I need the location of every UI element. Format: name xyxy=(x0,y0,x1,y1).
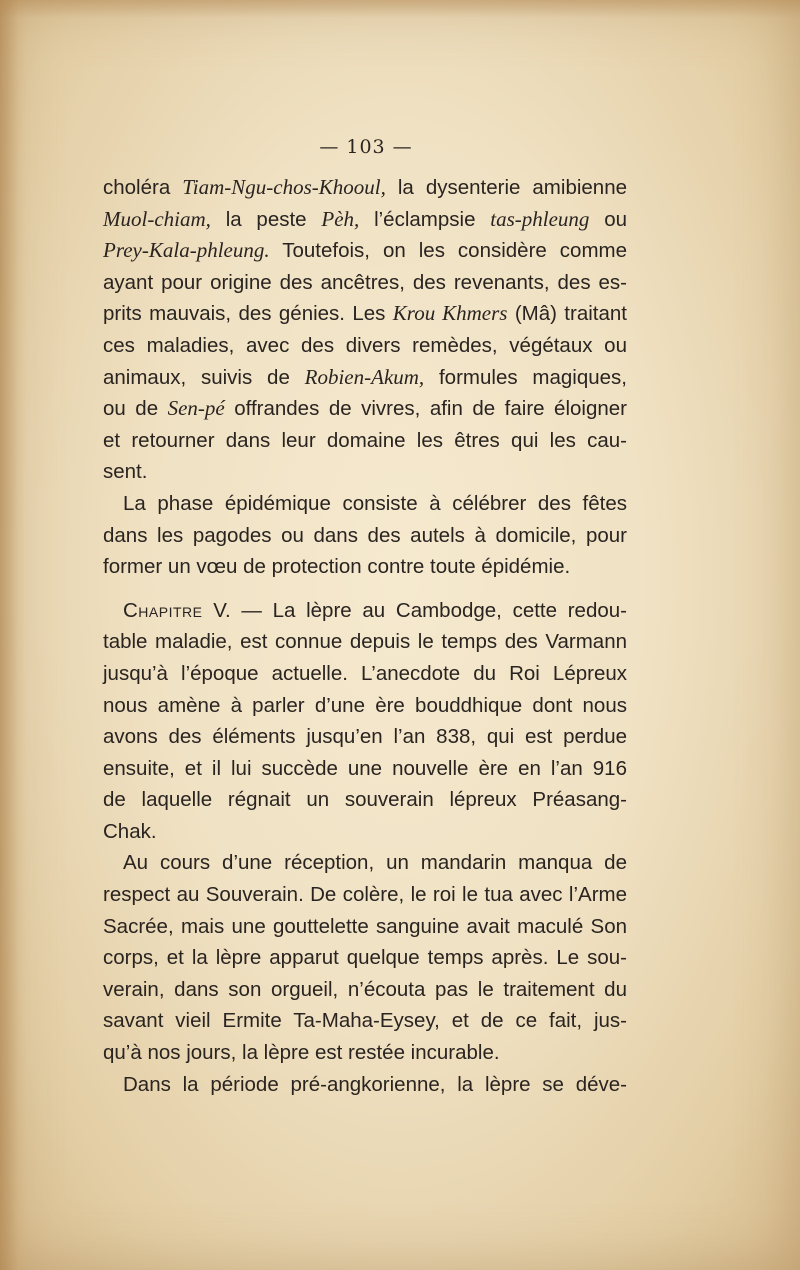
text-line xyxy=(103,658,627,690)
text-run: verain, dans son orgueil, n’écouta pas le traitement du xyxy=(103,977,627,1001)
text-run: Chak. xyxy=(103,819,157,843)
text-line xyxy=(103,172,627,204)
text-line xyxy=(103,1037,627,1069)
text-line xyxy=(103,267,627,299)
text-run: V. — La lèpre au Cambodge, cette redou- xyxy=(202,598,627,622)
text-run: Toutefois, on les considère comme xyxy=(269,239,627,263)
text-line xyxy=(103,974,627,1006)
text-run: Sacrée, mais une gouttelette sanguine avait maculé Son xyxy=(103,914,627,938)
text-line xyxy=(103,298,627,330)
text-line xyxy=(103,816,627,848)
text-run: avons des éléments jusqu’en l’an 838, qui est perdue xyxy=(103,725,627,749)
text-run: choléra xyxy=(103,176,183,199)
text-run: (Mâ) traitant xyxy=(507,302,627,326)
text-line xyxy=(103,721,627,753)
text-run: l’éclampsie xyxy=(359,207,491,231)
text-line xyxy=(103,456,627,488)
text-run: offrandes de vivres, afin de faire éloigner xyxy=(224,397,627,421)
text-run: corps, et la lèpre apparut quelque temps après. Le sou- xyxy=(103,946,627,970)
text-run: animaux, suivis de xyxy=(103,365,305,389)
text-run: ayant pour origine des ancêtres, des revenants, des es- xyxy=(103,270,627,294)
text-run: prits mauvais, des génies. Les xyxy=(103,302,393,326)
text-run: de laquelle régnait un souverain lépreux Préasang- xyxy=(103,788,627,812)
text-line xyxy=(103,235,627,267)
chapter-label: Chapitre xyxy=(123,598,203,622)
text-line xyxy=(103,393,627,425)
text-run: et retourner dans leur domaine les êtres qui les cau- xyxy=(103,428,627,452)
page-number: — 103 — xyxy=(319,136,413,158)
text-line xyxy=(103,520,627,552)
text-run: formules magiques, xyxy=(424,365,627,389)
text-line xyxy=(103,362,627,394)
text-line xyxy=(103,425,627,457)
page-edge-shadow xyxy=(0,0,26,1270)
text-run: sent. xyxy=(103,460,148,484)
text-run: La phase épidémique consiste à célébrer des fêtes xyxy=(123,491,627,515)
paragraph-gap xyxy=(103,583,627,595)
page-top-shadow xyxy=(0,0,800,18)
text-run: jusqu’à l’époque actuelle. L’anecdote du Roi Lépreux xyxy=(103,661,627,685)
text-line xyxy=(103,551,627,583)
text-run: Dans la période pré-angkorienne, la lèpre se déve- xyxy=(123,1072,627,1096)
text-run: ou xyxy=(589,207,627,231)
text-run: respect au Souverain. De colère, le roi le tua avec l’Arme xyxy=(103,883,627,907)
text-run: qu’à nos jours, la lèpre est restée incurable. xyxy=(103,1041,500,1065)
text-run: table maladie, est connue depuis le temps des Varmann xyxy=(103,630,627,654)
text-run: savant vieil Ermite Ta-Maha-Eysey, et de ce fait, jus- xyxy=(103,1009,627,1033)
text-run: la peste xyxy=(210,207,322,231)
text-run: la dysenterie amibienne xyxy=(385,176,627,199)
text-line xyxy=(103,595,627,627)
text-line xyxy=(103,1069,627,1101)
text-run: ensuite, et il lui succède une nouvelle ère en l’an 916 xyxy=(103,756,627,780)
text-run: dans les pagodes ou dans des autels à domicile, pour xyxy=(103,523,627,547)
text-line xyxy=(103,626,627,658)
text-line xyxy=(103,330,627,362)
text-line xyxy=(103,942,627,974)
text-run: nous amène à parler d’une ère bouddhique dont nous xyxy=(103,693,627,717)
text-run: former un vœu de protection contre toute épidémie. xyxy=(103,555,571,579)
text-line xyxy=(103,488,627,520)
italic-term: Robien-Akum, xyxy=(304,364,425,389)
text-line xyxy=(103,879,627,911)
italic-term: Muol-chiam, xyxy=(103,206,211,231)
text-run: Au cours d’une réception, un mandarin manqua de xyxy=(123,851,627,875)
text-line xyxy=(103,911,627,943)
italic-term: tas-phleung xyxy=(490,206,590,231)
text-line xyxy=(103,1005,627,1037)
text-line xyxy=(103,784,627,816)
italic-term: Krou Khmers xyxy=(392,301,508,326)
italic-term: Prey-Kala-phleung. xyxy=(103,238,270,263)
body-text xyxy=(103,172,627,1100)
text-line xyxy=(103,204,627,236)
italic-term: Tiam-Ngu-chos-Khooul, xyxy=(182,175,386,199)
text-line xyxy=(103,690,627,722)
text-line xyxy=(103,753,627,785)
italic-term: Pèh, xyxy=(321,206,360,231)
text-line xyxy=(103,847,627,879)
italic-term: Sen-pé xyxy=(167,396,225,421)
text-run: ces maladies, avec des divers remèdes, végétaux ou xyxy=(103,333,627,357)
text-run: ou de xyxy=(103,397,168,421)
